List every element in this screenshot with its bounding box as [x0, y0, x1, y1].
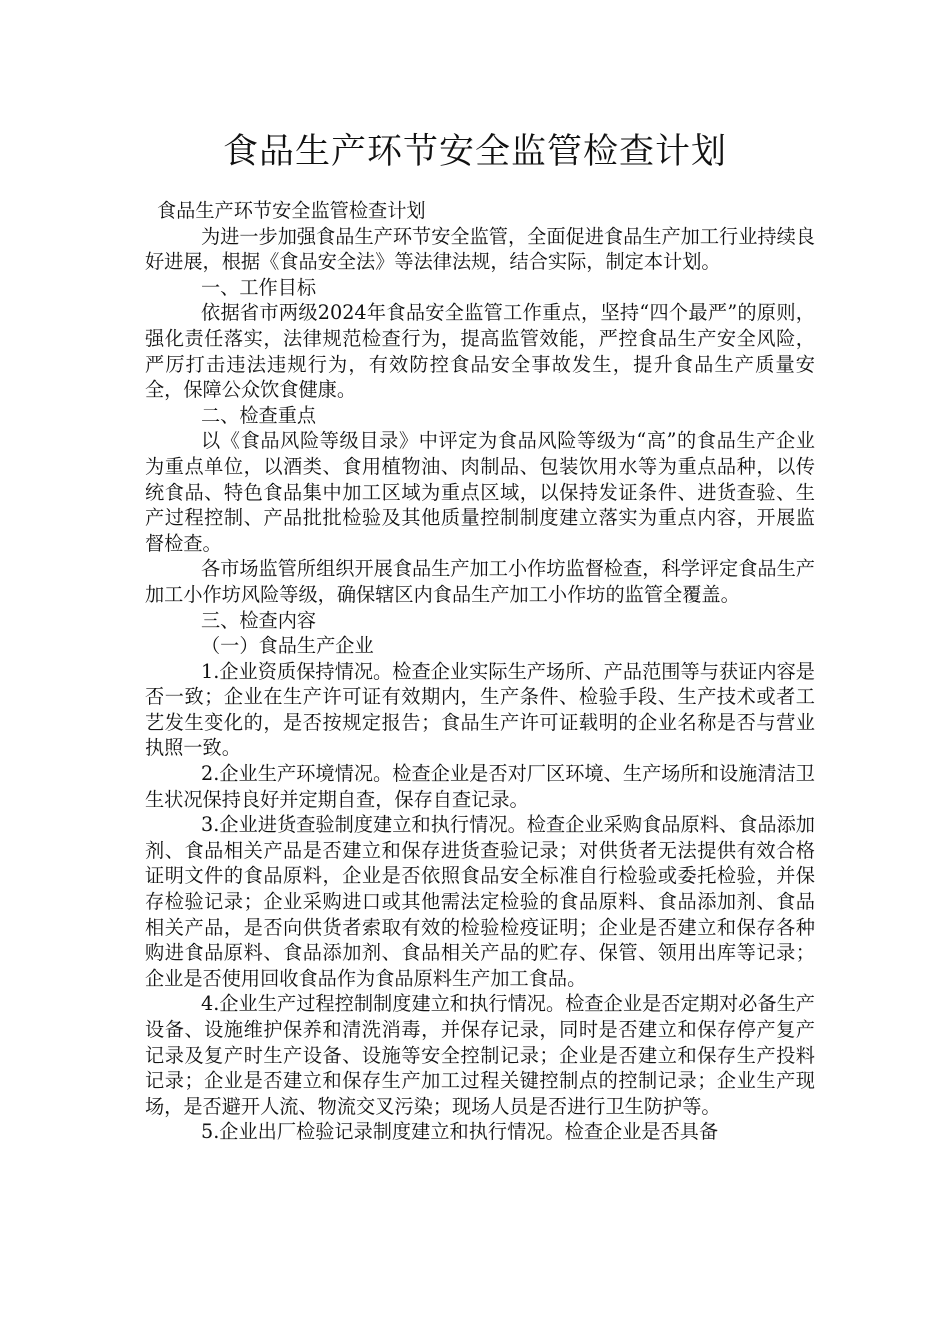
intro-paragraph: 为进一步加强食品生产环节安全监管，全面促进食品生产加工行业持续良好进展，根据《食品安全法》等法律法规，结合实际，制定本计划。 — [145, 224, 815, 274]
content-item-5: 5.企业出厂检验记录制度建立和执行情况。检查企业是否具备 — [201, 1120, 719, 1144]
content-item-1: 1.企业资质保持情况。检查企业实际生产场所、产品范围等与获证内容是否一致；企业在生产许可证有效期内，生产条件、检验手段、生产技术或者工艺发生变化的，是否按规定报告；食品生产许可证载明的企业名称是否与营业执照一致。 — [145, 659, 815, 760]
document-title: 食品生产环节安全监管检查计划 — [222, 132, 727, 172]
document-subtitle: 食品生产环节安全监管检查计划 — [157, 199, 426, 222]
subsection-heading-enterprises: （一）食品生产企业 — [201, 634, 374, 658]
document-body — [145, 198, 815, 1145]
focus-paragraph-1: 以《食品风险等级目录》中评定为食品风险等级为“高”的食品生产企业为重点单位，以酒类、食用植物油、肉制品、包装饮用水等为重点品种，以传统食品、特色食品集中加工区域为重点区域，以保持发证条件、进货查验、生产过程控制、产品批批检验及其他质量控制制度建立落实为重点内容，开展监督检查。 — [145, 429, 815, 555]
content-item-3: 3.企业进货查验制度建立和执行情况。检查企业采购食品原料、食品添加剂、食品相关产品是否建立和保存进货查验记录；对供货者无法提供有效合格证明文件的食品原料，企业是否依照食品安全标准自行检验或委托检验，并保存检验记录；企业采购进口或其他需法定检验的食品原料、食品添加剂、食品相关产品，是否向供货者索取有效的检验检疫证明；企业是否建立和保存各种购进食品原料、食品添加剂、食品相关产品的贮存、保管、领用出库等记录；企业是否使用回收食品作为食品原料生产加工食品。 — [145, 813, 815, 990]
section-heading-focus: 二、检查重点 — [201, 403, 317, 427]
section-heading-goals: 一、工作目标 — [201, 275, 317, 299]
goals-paragraph: 依据省市两级2024年食品安全监管工作重点，坚持“四个最严”的原则，强化责任落实，法律规范检查行为，提高监管效能，严控食品生产安全风险，严厉打击违法违规行为，有效防控食品安全事故发生，提升食品生产质量安全，保障公众饮食健康。 — [145, 301, 815, 402]
content-item-4: 4.企业生产过程控制制度建立和执行情况。检查企业是否定期对必备生产设备、设施维护保养和清洗消毒，并保存记录，同时是否建立和保存停产复产记录及复产时生产设备、设施等安全控制记录；企业是否建立和保存生产投料记录；企业是否建立和保存生产加工过程关键控制点的控制记录；企业生产现场，是否避开人流、物流交叉污染；现场人员是否进行卫生防护等。 — [145, 992, 815, 1118]
section-heading-content: 三、检查内容 — [201, 608, 317, 632]
focus-paragraph-2: 各市场监管所组织开展食品生产加工小作坊监督检查，科学评定食品生产加工小作坊风险等级，确保辖区内食品生产加工小作坊的监管全覆盖。 — [145, 557, 815, 606]
content-item-2: 2.企业生产环境情况。检查企业是否对厂区环境、生产场所和设施清洁卫生状况保持良好并定期自查，保存自查记录。 — [145, 762, 815, 811]
